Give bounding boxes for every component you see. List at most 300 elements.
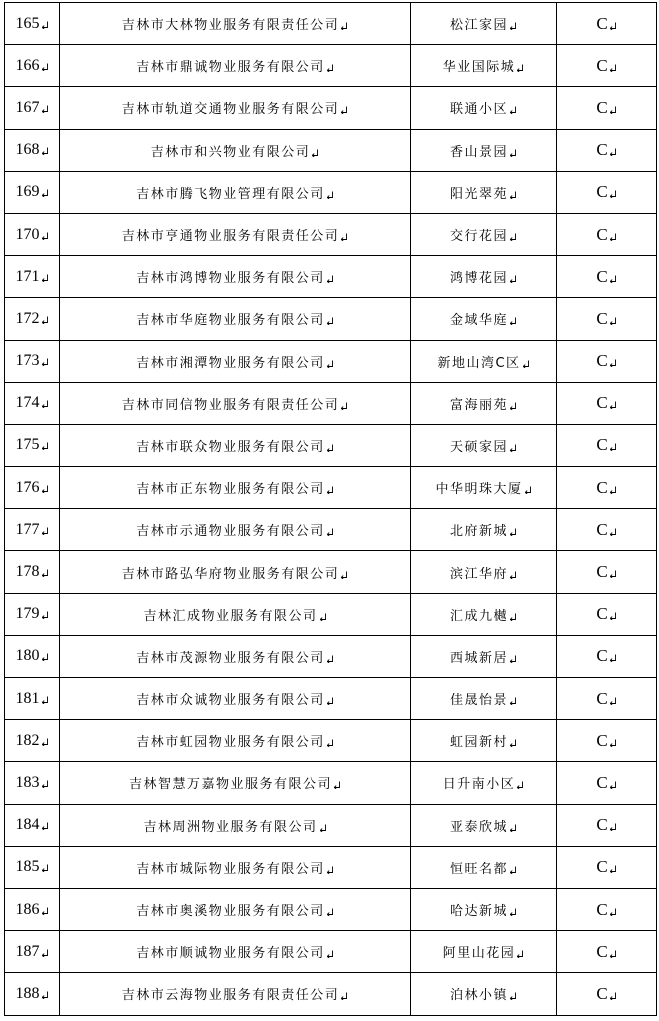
paragraph-mark-icon (41, 822, 49, 830)
paragraph-mark-icon (319, 613, 327, 621)
num-text: 172 (15, 309, 40, 327)
paragraph-mark-icon (326, 64, 334, 72)
num-text: 183 (15, 773, 40, 791)
company-cell (60, 467, 411, 509)
table-row (5, 87, 657, 129)
num-text: 170 (15, 225, 40, 243)
paragraph-mark-icon (326, 950, 334, 958)
grade-cell (557, 382, 657, 424)
table-row (5, 931, 657, 973)
grade-cell (557, 509, 657, 551)
grade-text: C (596, 182, 608, 202)
num-text: 166 (15, 56, 40, 74)
community-cell (411, 931, 557, 973)
community-cell (411, 551, 557, 593)
paragraph-mark-icon (509, 22, 517, 30)
table-row (5, 551, 657, 593)
grade-cell (557, 129, 657, 171)
grade-text: C (596, 688, 608, 708)
grade-text: C (596, 815, 608, 835)
community-cell (411, 720, 557, 762)
paragraph-mark-icon (509, 866, 517, 874)
paragraph-mark-icon (609, 992, 617, 1000)
paragraph-mark-icon (41, 400, 49, 408)
paragraph-mark-icon (609, 359, 617, 367)
paragraph-mark-icon (326, 191, 334, 199)
grade-text: C (596, 983, 608, 1003)
num-text: 176 (15, 478, 40, 496)
paragraph-mark-icon (509, 317, 517, 325)
grade-cell (557, 256, 657, 298)
paragraph-mark-icon (609, 823, 617, 831)
num-cell (5, 551, 60, 593)
table-row (5, 3, 657, 45)
paragraph-mark-icon (509, 908, 517, 916)
paragraph-mark-icon (41, 63, 49, 71)
company-text: 吉林周洲物业服务有限公司 (143, 819, 318, 835)
paragraph-mark-icon (609, 22, 617, 30)
paragraph-mark-icon (609, 654, 617, 662)
num-cell (5, 424, 60, 466)
paragraph-mark-icon (509, 233, 517, 241)
community-cell (411, 762, 557, 804)
grade-text: C (596, 308, 608, 328)
grade-text: C (596, 435, 608, 455)
grade-cell (557, 973, 657, 1015)
paragraph-mark-icon (326, 486, 334, 494)
num-text: 186 (15, 900, 40, 918)
num-cell (5, 509, 60, 551)
grade-text: C (596, 351, 608, 371)
num-cell (5, 762, 60, 804)
grade-cell (557, 720, 657, 762)
paragraph-mark-icon (340, 22, 348, 30)
community-text: 金域华庭 (449, 313, 508, 329)
company-cell (60, 171, 411, 213)
num-cell (5, 720, 60, 762)
grade-text: C (596, 224, 608, 244)
grade-cell (557, 846, 657, 888)
paragraph-mark-icon (516, 950, 524, 958)
paragraph-mark-icon (41, 696, 49, 704)
community-text: 鸿博花园 (449, 271, 508, 287)
community-cell (411, 888, 557, 930)
company-cell (60, 846, 411, 888)
paragraph-mark-icon (340, 106, 348, 114)
table-row (5, 720, 657, 762)
company-cell (60, 340, 411, 382)
paragraph-mark-icon (326, 739, 334, 747)
community-text: 滨江华府 (449, 566, 508, 582)
paragraph-mark-icon (41, 780, 49, 788)
community-cell (411, 256, 557, 298)
company-cell (60, 720, 411, 762)
grade-text: C (596, 55, 608, 75)
company-cell (60, 593, 411, 635)
grade-text: C (596, 899, 608, 919)
company-cell (60, 551, 411, 593)
community-text: 交行花园 (449, 229, 508, 245)
community-text: 中华明珠大厦 (435, 482, 523, 498)
company-cell (60, 888, 411, 930)
community-cell (411, 45, 557, 87)
num-cell (5, 593, 60, 635)
num-cell (5, 804, 60, 846)
table-row (5, 298, 657, 340)
num-text: 171 (15, 267, 40, 285)
num-text: 177 (15, 520, 40, 538)
num-text: 180 (15, 647, 40, 665)
grade-cell (557, 467, 657, 509)
num-cell (5, 87, 60, 129)
paragraph-mark-icon (609, 233, 617, 241)
paragraph-mark-icon (41, 991, 49, 999)
num-text: 178 (15, 563, 40, 581)
num-text: 184 (15, 816, 40, 834)
paragraph-mark-icon (609, 64, 617, 72)
company-cell (60, 256, 411, 298)
community-text: 虹园新村 (449, 735, 508, 751)
community-text: 华业国际城 (442, 60, 516, 76)
num-cell (5, 256, 60, 298)
paragraph-mark-icon (509, 402, 517, 410)
table-row (5, 593, 657, 635)
company-text: 吉林市示通物业服务有限公司 (136, 524, 325, 540)
paragraph-mark-icon (41, 864, 49, 872)
paragraph-mark-icon (340, 233, 348, 241)
grade-cell (557, 3, 657, 45)
num-text: 187 (15, 942, 40, 960)
paragraph-mark-icon (509, 824, 517, 832)
company-text: 吉林市轨道交通物业服务有限公司 (121, 102, 340, 118)
grade-cell (557, 213, 657, 255)
grade-text: C (596, 562, 608, 582)
company-text: 吉林市鸿博物业服务有限公司 (136, 271, 325, 287)
community-cell (411, 467, 557, 509)
table-row (5, 846, 657, 888)
paragraph-mark-icon (41, 358, 49, 366)
paragraph-mark-icon (609, 486, 617, 494)
paragraph-mark-icon (609, 190, 617, 198)
company-cell (60, 424, 411, 466)
table-row (5, 424, 657, 466)
company-cell (60, 678, 411, 720)
company-text: 吉林市云海物业服务有限责任公司 (121, 988, 340, 1004)
company-text: 吉林市奥溪物业服务有限公司 (136, 904, 325, 920)
company-text: 吉林市联众物业服务有限公司 (136, 439, 325, 455)
community-text: 恒旺名都 (449, 861, 508, 877)
paragraph-mark-icon (509, 655, 517, 663)
paragraph-mark-icon (609, 317, 617, 325)
num-cell (5, 846, 60, 888)
paragraph-mark-icon (319, 824, 327, 832)
community-cell (411, 973, 557, 1015)
paragraph-mark-icon (41, 105, 49, 113)
community-cell (411, 424, 557, 466)
paragraph-mark-icon (509, 697, 517, 705)
paragraph-mark-icon (326, 866, 334, 874)
paragraph-mark-icon (326, 655, 334, 663)
community-text: 泊林小镇 (449, 988, 508, 1004)
num-cell (5, 635, 60, 677)
grade-text: C (596, 772, 608, 792)
grade-cell (557, 45, 657, 87)
num-cell (5, 467, 60, 509)
grade-cell (557, 551, 657, 593)
paragraph-mark-icon (509, 444, 517, 452)
paragraph-mark-icon (41, 907, 49, 915)
community-text: 阳光翠苑 (449, 186, 508, 202)
grade-text: C (596, 140, 608, 160)
num-cell (5, 382, 60, 424)
table-row (5, 973, 657, 1015)
company-text: 吉林市湘潭物业服务有限公司 (136, 355, 325, 371)
paragraph-mark-icon (41, 274, 49, 282)
paragraph-mark-icon (340, 571, 348, 579)
company-cell (60, 382, 411, 424)
paragraph-mark-icon (41, 189, 49, 197)
paragraph-mark-icon (609, 908, 617, 916)
grade-cell (557, 804, 657, 846)
paragraph-mark-icon (609, 275, 617, 283)
company-text: 吉林市路弘华府物业服务有限公司 (121, 566, 340, 582)
num-text: 174 (15, 394, 40, 412)
community-text: 松江家园 (449, 18, 508, 34)
grade-text: C (596, 393, 608, 413)
paragraph-mark-icon (522, 360, 530, 368)
paragraph-mark-icon (609, 950, 617, 958)
community-text: 哈达新城 (449, 904, 508, 920)
community-text: 西城新居 (449, 650, 508, 666)
company-cell (60, 509, 411, 551)
paragraph-mark-icon (41, 653, 49, 661)
num-text: 182 (15, 731, 40, 749)
community-cell (411, 678, 557, 720)
company-cell (60, 804, 411, 846)
company-text: 吉林市众诚物业服务有限公司 (136, 693, 325, 709)
paragraph-mark-icon (509, 992, 517, 1000)
paragraph-mark-icon (509, 528, 517, 536)
num-cell (5, 45, 60, 87)
paragraph-mark-icon (516, 64, 524, 72)
table-row (5, 888, 657, 930)
company-cell (60, 635, 411, 677)
paragraph-mark-icon (340, 992, 348, 1000)
company-cell (60, 931, 411, 973)
community-text: 香山景园 (449, 144, 508, 160)
paragraph-mark-icon (333, 781, 341, 789)
num-cell (5, 888, 60, 930)
grade-cell (557, 678, 657, 720)
grade-text: C (596, 604, 608, 624)
table-row (5, 804, 657, 846)
paragraph-mark-icon (509, 739, 517, 747)
company-text: 吉林智慧万嘉物业服务有限公司 (128, 777, 332, 793)
company-cell (60, 298, 411, 340)
community-text: 汇成九樾 (449, 608, 508, 624)
community-text: 亚泰欣城 (449, 819, 508, 835)
community-cell (411, 846, 557, 888)
paragraph-mark-icon (326, 528, 334, 536)
paragraph-mark-icon (609, 697, 617, 705)
num-text: 181 (15, 689, 40, 707)
company-text: 吉林市虹园物业服务有限公司 (136, 735, 325, 751)
community-cell (411, 213, 557, 255)
paragraph-mark-icon (509, 613, 517, 621)
grade-cell (557, 888, 657, 930)
community-text: 佳晟怡景 (449, 693, 508, 709)
paragraph-mark-icon (41, 527, 49, 535)
community-cell (411, 171, 557, 213)
paragraph-mark-icon (340, 402, 348, 410)
community-cell (411, 804, 557, 846)
num-cell (5, 298, 60, 340)
grade-text: C (596, 97, 608, 117)
company-cell (60, 87, 411, 129)
paragraph-mark-icon (609, 401, 617, 409)
grade-cell (557, 87, 657, 129)
company-text: 吉林市正东物业服务有限公司 (136, 482, 325, 498)
paragraph-mark-icon (41, 232, 49, 240)
grade-cell (557, 424, 657, 466)
company-cell (60, 973, 411, 1015)
grade-text: C (596, 646, 608, 666)
paragraph-mark-icon (41, 611, 49, 619)
company-cell (60, 129, 411, 171)
table-row (5, 678, 657, 720)
num-text: 185 (15, 858, 40, 876)
grade-text: C (596, 13, 608, 33)
community-cell (411, 87, 557, 129)
company-cell (60, 45, 411, 87)
grade-text: C (596, 519, 608, 539)
grade-cell (557, 298, 657, 340)
num-text: 188 (15, 984, 40, 1002)
company-text: 吉林市同信物业服务有限责任公司 (121, 397, 340, 413)
paragraph-mark-icon (41, 21, 49, 29)
paragraph-mark-icon (609, 781, 617, 789)
num-cell (5, 171, 60, 213)
paragraph-mark-icon (41, 569, 49, 577)
community-cell (411, 635, 557, 677)
paragraph-mark-icon (41, 738, 49, 746)
num-cell (5, 3, 60, 45)
grade-cell (557, 762, 657, 804)
paragraph-mark-icon (326, 360, 334, 368)
grade-text: C (596, 477, 608, 497)
company-text: 吉林市和兴物业有限公司 (150, 144, 311, 160)
community-text: 新地山湾C区 (437, 355, 521, 371)
paragraph-mark-icon (609, 739, 617, 747)
grade-text: C (596, 857, 608, 877)
company-cell (60, 762, 411, 804)
paragraph-mark-icon (41, 485, 49, 493)
company-text: 吉林市顺诚物业服务有限公司 (136, 946, 325, 962)
num-text: 168 (15, 141, 40, 159)
paragraph-mark-icon (509, 106, 517, 114)
rating-table (4, 2, 657, 1016)
grade-cell (557, 593, 657, 635)
paragraph-mark-icon (326, 444, 334, 452)
community-text: 富海丽苑 (449, 397, 508, 413)
grade-text: C (596, 266, 608, 286)
grade-cell (557, 931, 657, 973)
paragraph-mark-icon (609, 148, 617, 156)
paragraph-mark-icon (326, 908, 334, 916)
paragraph-mark-icon (509, 275, 517, 283)
num-text: 173 (15, 352, 40, 370)
community-cell (411, 3, 557, 45)
table-row (5, 171, 657, 213)
table-row (5, 213, 657, 255)
paragraph-mark-icon (326, 697, 334, 705)
community-text: 联通小区 (449, 102, 508, 118)
paragraph-mark-icon (41, 442, 49, 450)
company-text: 吉林市茂源物业服务有限公司 (136, 650, 325, 666)
table-row (5, 45, 657, 87)
community-cell (411, 509, 557, 551)
community-cell (411, 129, 557, 171)
num-cell (5, 678, 60, 720)
num-text: 179 (15, 605, 40, 623)
community-cell (411, 298, 557, 340)
paragraph-mark-icon (609, 443, 617, 451)
paragraph-mark-icon (609, 106, 617, 114)
num-text: 167 (15, 98, 40, 116)
num-cell (5, 213, 60, 255)
grade-cell (557, 340, 657, 382)
paragraph-mark-icon (326, 275, 334, 283)
table-row (5, 509, 657, 551)
community-text: 阿里山花园 (442, 946, 516, 962)
company-text: 吉林市鼎诚物业服务有限公司 (136, 60, 325, 76)
paragraph-mark-icon (609, 865, 617, 873)
table-body (5, 3, 657, 1016)
paragraph-mark-icon (524, 486, 532, 494)
table-row (5, 762, 657, 804)
community-text: 天硕家园 (449, 439, 508, 455)
table-row (5, 467, 657, 509)
num-text: 165 (15, 14, 40, 32)
table-row (5, 340, 657, 382)
paragraph-mark-icon (41, 949, 49, 957)
paragraph-mark-icon (609, 612, 617, 620)
community-cell (411, 593, 557, 635)
paragraph-mark-icon (311, 149, 319, 157)
company-text: 吉林市大林物业服务有限责任公司 (121, 18, 340, 34)
paragraph-mark-icon (509, 571, 517, 579)
grade-cell (557, 171, 657, 213)
grade-text: C (596, 730, 608, 750)
num-text: 169 (15, 183, 40, 201)
paragraph-mark-icon (609, 570, 617, 578)
table-row (5, 382, 657, 424)
paragraph-mark-icon (516, 781, 524, 789)
paragraph-mark-icon (609, 528, 617, 536)
company-text: 吉林市亨通物业服务有限责任公司 (121, 229, 340, 245)
table-row (5, 129, 657, 171)
paragraph-mark-icon (326, 317, 334, 325)
table-row (5, 256, 657, 298)
num-cell (5, 931, 60, 973)
company-cell (60, 3, 411, 45)
company-text: 吉林汇成物业服务有限公司 (143, 608, 318, 624)
company-text: 吉林市华庭物业服务有限公司 (136, 313, 325, 329)
community-cell (411, 340, 557, 382)
grade-text: C (596, 941, 608, 961)
num-cell (5, 973, 60, 1015)
paragraph-mark-icon (509, 191, 517, 199)
